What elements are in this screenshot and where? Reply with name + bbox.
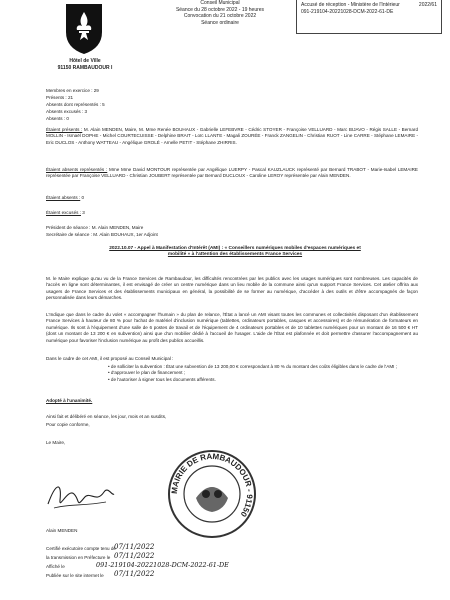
excused-members — [46, 210, 85, 216]
proposal-item: • d'approuver le plan de financement ; — [108, 370, 418, 376]
represented-list: Mme Mme David MONTOUR représentée par Angélique LUERPY - Pascal KAUZLAUCK représenté par Bernard TRABOT - Marie-Isabel LEMAIRE représentée par Françoise VELLUARD - Christian JOUBERT représentée par Bernard DUCLOUX - Caroline LEROY représentée par Alain MENDEN. — [46, 167, 418, 179]
proposal-item: • de l'autoriser à signer tous les documents afférents. — [108, 377, 418, 383]
meeting-title: Conseil Municipal — [200, 0, 240, 6]
transmission-date: 07/11/2022 — [114, 552, 155, 560]
present-heading: Étaient présents : — [46, 127, 83, 132]
certified-date: 07/11/2022 — [114, 543, 155, 551]
meeting-info — [160, 0, 280, 26]
absent-count: Absents : 0 — [46, 116, 69, 121]
excused-heading: Étaient excusés : — [46, 210, 81, 215]
town-crest-icon — [64, 2, 104, 56]
adoption-status: Adopté à l'unanimité. — [46, 398, 93, 403]
absent-members — [46, 195, 84, 201]
proposal-list — [108, 364, 418, 383]
town-subtitle: 91150 RAMBAUDOUR I — [57, 65, 113, 71]
copy-conforme: Pour copie conforme, — [46, 422, 90, 427]
absent-value: 0 — [81, 195, 85, 200]
meeting-convocation: Convocation du 21 octobre 2022 — [183, 13, 257, 19]
transmission-label: la transmission en Préfecture le — [46, 555, 111, 560]
stamp-line-1: Accusé de réception - Ministère de l'Intérieur — [301, 2, 400, 8]
present-list: M. Alain MENDEN, Maire, M. Mme Renée BOUHAUX - Gabrielle LEFEBVRE - Cédric STOYER - Françoise VELLUARD - Marc BIJAVO - Régis SALLE - Bernard MOLLIN - Ismaël DOPHE - Michel COURTECUISSE - Delphine BRAIT - Loïc LLANTE - Magali ZOURÉE - Franck ZANGELIN - Christian RUOT - Line CARRE - Stéphane LEMAIRE - Eric DUCLOS - Anthony WATTEAU - Angélique GROLÉ - Arnelle PETIT - Stéphane ZHIRRIS. — [46, 127, 418, 145]
mayor-name: Alain MENDEN — [46, 528, 78, 533]
excused-count: Absents excusés : 3 — [46, 109, 88, 114]
closing-formula: Ainsi fait et délibéré en séance, les jour, mois et an susdits, — [46, 414, 167, 419]
excused-value: 3 — [82, 210, 85, 215]
present-count: Présents : 21 — [46, 95, 74, 100]
posted-reference: 091-219104-20221028-DCM-2022-61-DE — [96, 561, 229, 569]
deliberation-title-line-2: mobilité » à l'attention des établissements France Services — [167, 252, 303, 258]
town-header — [20, 58, 150, 72]
certified-label: Certifié exécutoire compte tenu de — [46, 546, 116, 551]
proposal-intro: Dans le cadre de cet AMI, il est proposé au Conseil Municipal : — [46, 356, 174, 361]
stamp-number: 2022/61 — [418, 2, 437, 8]
session-secretary: Secrétaire de séance : M. Alain BOUHAUX, 1er Adjoint — [46, 232, 158, 237]
deliberation-title-line-1: 2022.10.07 - Appel à Manifestation d'Intérêt (AMI) : « Conseillers numériques mobiles d'espaces numériques et — [109, 246, 361, 251]
meeting-type: Séance ordinaire — [201, 19, 239, 26]
published-label: Publiée sur le site internet le — [46, 573, 104, 578]
town-hall-seal-icon — [166, 448, 258, 540]
town-name: Hôtel de Ville — [69, 58, 101, 64]
present-members — [46, 127, 418, 146]
deliberation-paragraph-1: M. le Maire explique qu'au vu de la France Services de Rambaudour, les difficultés rencontrées par les publics avec les usages numériques sont nombreuses. Les capacités de l'accès en ligne sont déterminantes, il est envisagé de créer un centre numérique dans un lieu mobile de la commune ainsi qu'un support France Services. Cet atelier offrira aux usagers de France Services et des établissements municipaux en général, la possibilité de se former au numérique, d'accéder à des outils et d'être accompagnés de façon personnalisée dans leurs démarches. — [46, 276, 418, 301]
published-date: 07/11/2022 — [114, 570, 155, 578]
mayor-label: Le Maire, — [46, 440, 66, 445]
represented-members — [46, 167, 418, 180]
absent-heading: Étaient absents : — [46, 195, 81, 200]
represented-count: Absents dont représentés : 5 — [46, 102, 105, 107]
deliberation-title — [60, 246, 410, 259]
members-count: Membres en exercice : 29 — [46, 88, 99, 93]
session-president: Président de séance : M. Alain MENDEN, Maire — [46, 225, 144, 230]
meeting-date: Séance du 28 octobre 2022 - 19 heures — [175, 6, 265, 13]
posted-label: Affiché le — [46, 564, 65, 569]
deliberation-paragraph-2: L'Indique que dans le cadre du volet « accompagner l'humain » du plan de relance, l'État a lancé un AMI visant toutes les communes et collectivités disposant d'un établissement France Services à hauteur de 80 % pour l'achat de matériel d'inclusion numérique (tablettes, ordinateurs portables, casques et accessoires) et de rémunération de formateurs en numérique. Ils sont à l'équipement d'une salle de 6 postes de travail et de l'équipement de 4 ordinateurs portables et de 10 tablettes numériques pour un montant de 16 500 € HT (dont un montant de 13 200 € en subvention) ainsi que d'un mobilier dédié à l'accueil de l'usager. L'aide de l'État est plafonnée et doit permettre d'assurer l'accompagnement au numérique pour favoriser l'inclusion numérique au profit des publics accueillis. — [46, 312, 418, 343]
mayor-signature — [44, 474, 118, 520]
seal-text: MAIRIE DE RAMBAUDOUR - 91150 — [169, 451, 255, 519]
proposal-item: • de solliciter la subvention : État une subvention de 13 200,00 € correspondant à 80 % du montant des coûts éligibles dans le cadre de l'AMI ; — [108, 364, 418, 370]
represented-heading: Étaient absents représentés : — [46, 167, 108, 172]
receipt-stamp — [296, 0, 442, 34]
stamp-line-2: 091-219104-20221028-DCM-2022-61-DE — [301, 9, 394, 15]
